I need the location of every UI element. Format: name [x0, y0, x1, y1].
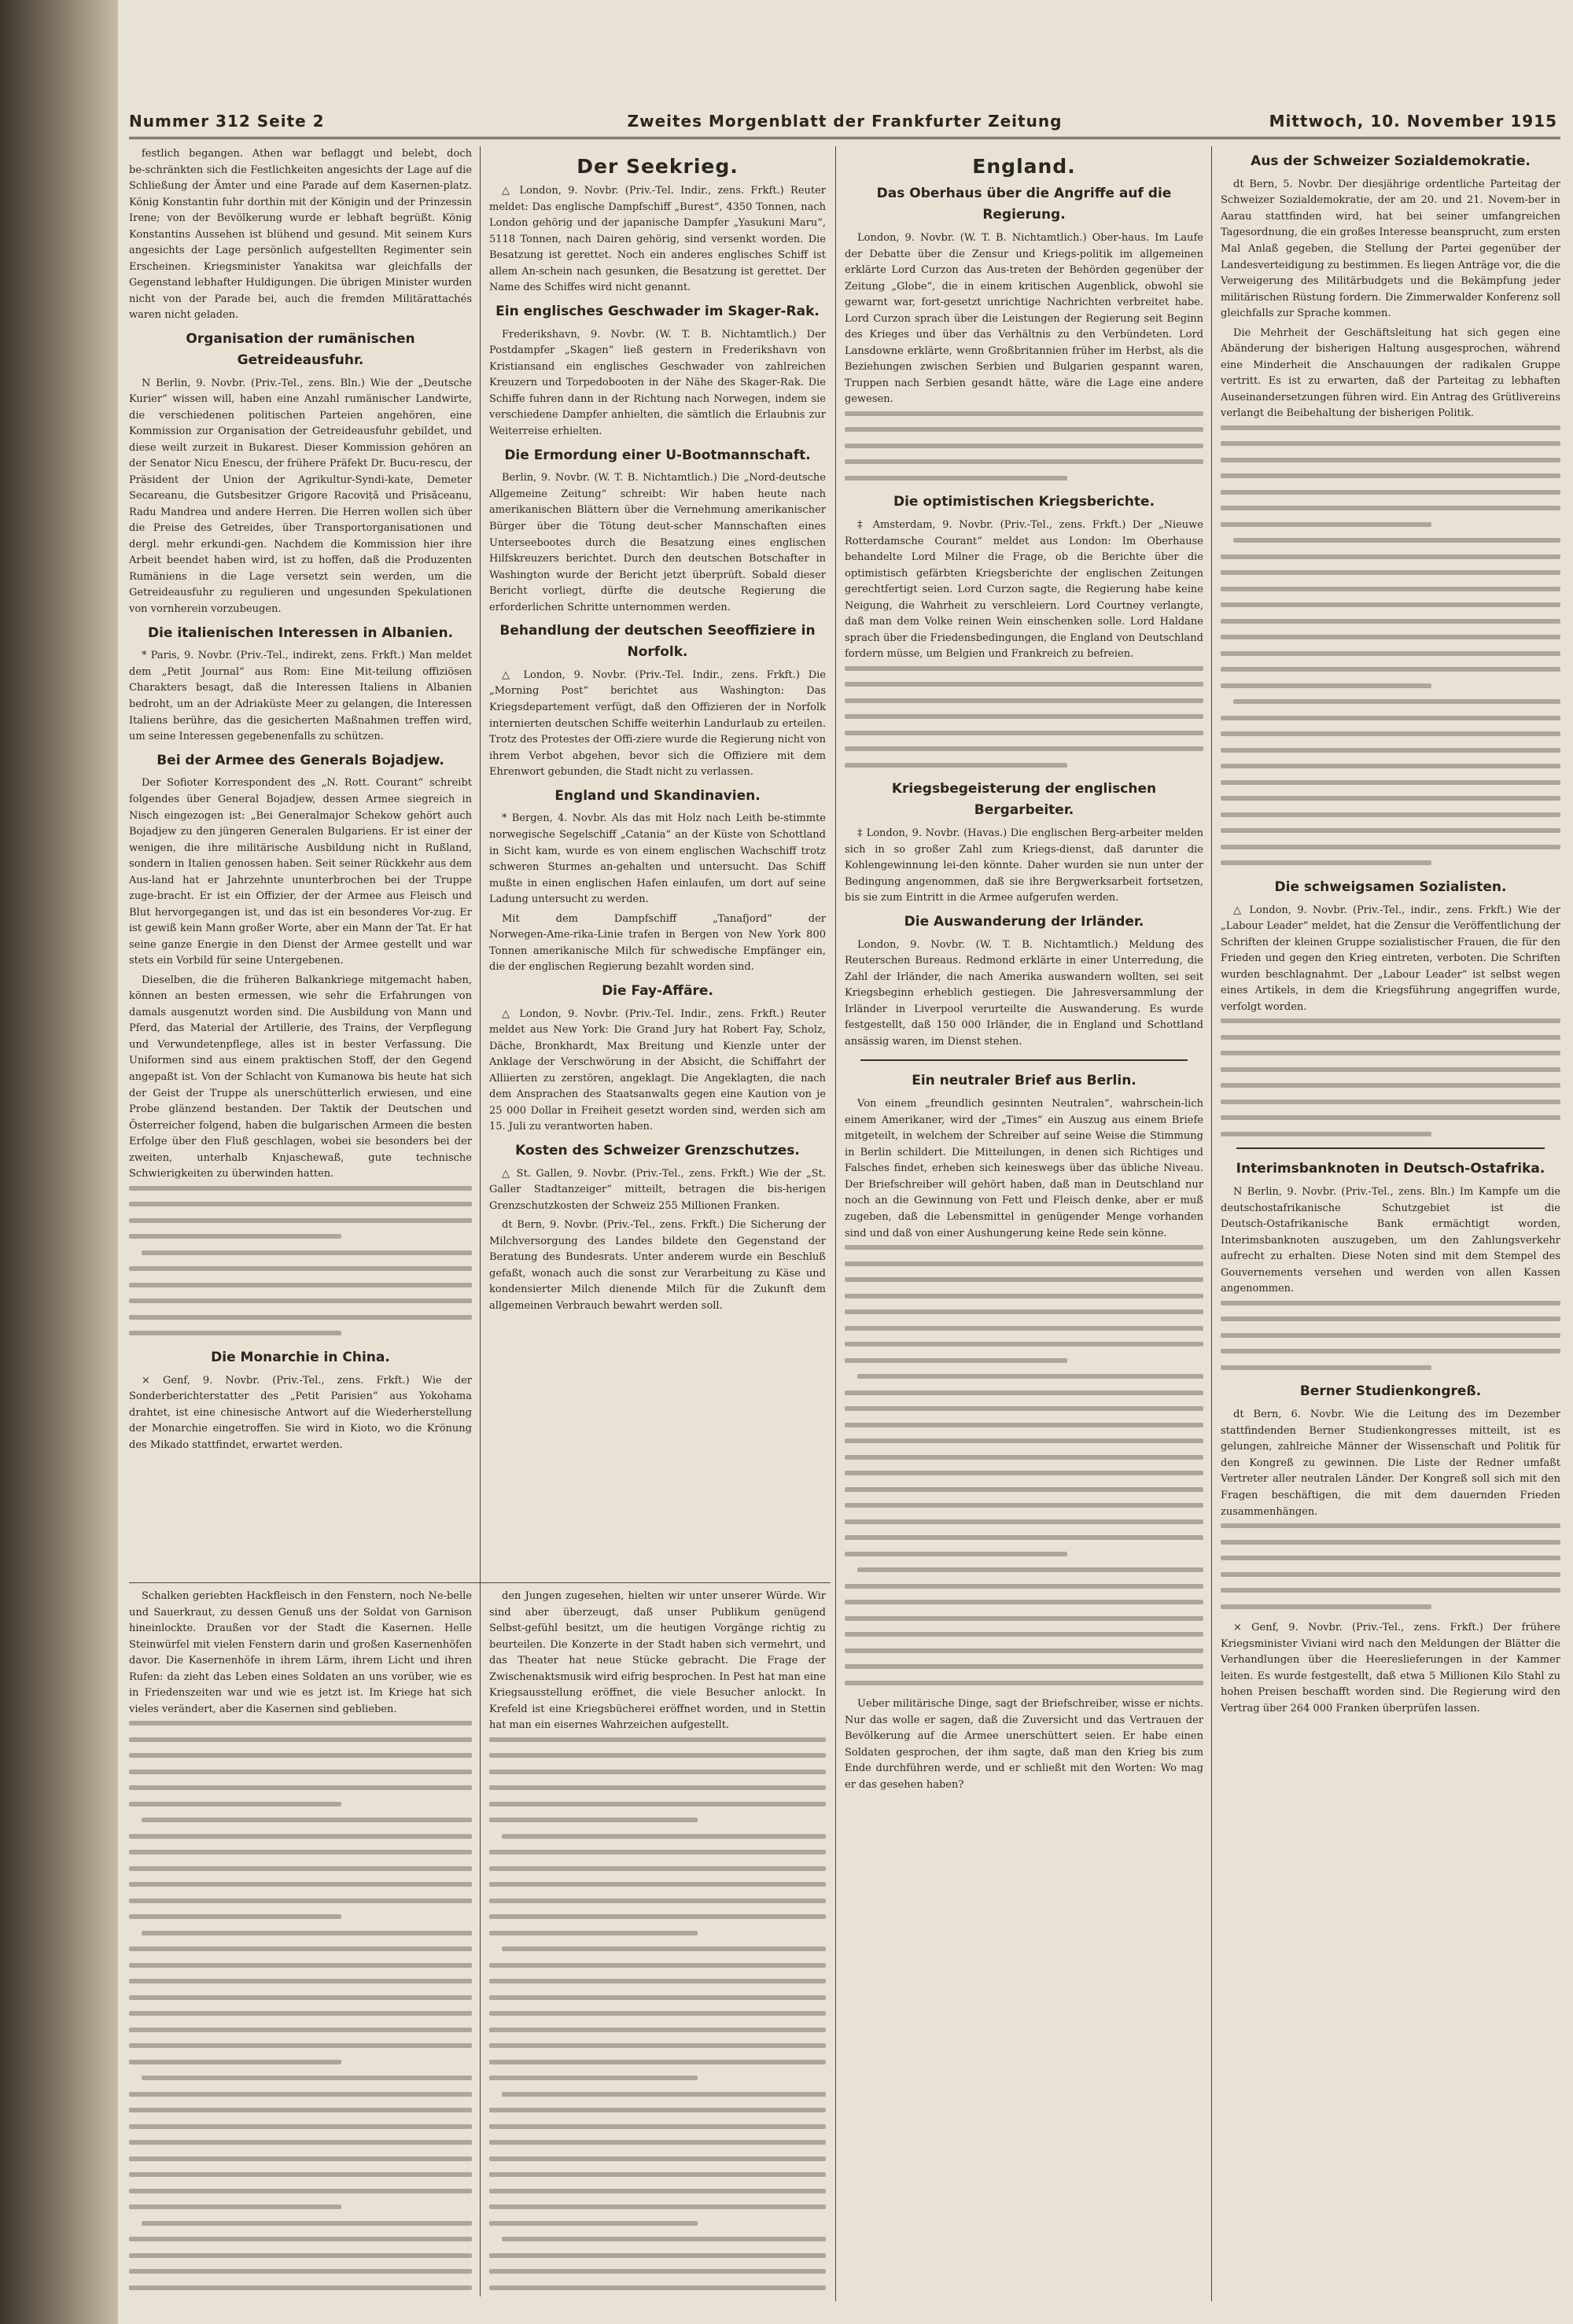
headline-schweizer-sozialdemokratie: Aus der Schweizer Sozialdemokratie.	[1251, 153, 1531, 169]
article-text: dt Bern, 5. Novbr. Der diesjährige ordentliche Parteitag der Schweizer Sozialdemokratie, der am 20. und 21. Novem‑ber in Aarau stattfinden wird, hat bei seiner umfangreichen Tagesordnung, die ein großes Interesse beansprucht, zum ersten Mal Anlaß gegeben, die Stellung der Partei gegenüber der Landesverteidigung zu bestimmen. Es liegen Anträge vor, die die Verweigerung des Militärbudgets und die Bekämpfung jeder militärischen Rüstung fordern. Die Zimmerwalder Konferenz soll gleichfalls zur Sprache kommen.	[1221, 178, 1560, 320]
illegible-text-block	[1221, 425, 1560, 866]
column-2	[489, 146, 826, 1578]
article-text: Ueber militärische Dinge, sagt der Briefschreiber, wisse er nichts. Nur das wolle er sagen, daß die Zuversicht und das Vertrauen der Bevölkerung auf die Armee unerschüttert seien. Er habe einen Soldaten gesprochen, der ihm sagte, daß man den Krieg bis zum Ende durchführen werde, und er schließt mit den Worten: Wo mag er das gesehen haben?	[845, 1698, 1203, 1791]
article-text: London, 9. Novbr. (W. T. B. Nichtamtlich.) Ober‑haus. Im Laufe der Debatte über die Zensur und Kriegs‑politik im allgemeinen erklärte Lord Curzon das Aus‑treten der Behörden gegenüber der Zeitung „Globe“, die in einem kritischen Augenblick, obwohl sie gewarnt war, fort‑gesetzt unrichtige Nachrichten verbreitet habe. Lord Curzon sprach über die Leistungen der Regierung seit Beginn des Krieges und über das Verhältnis zu den Verbündeten. Lord Lansdowne erklärte, wenn Großbritannien früher im Herbst, als die Beziehungen zwischen Serbien und Bulgarien gespannt waren, Truppen nach Serbien gesandt hätte, wäre die Lage eine andere gewesen.	[845, 231, 1203, 406]
headline-fay-affaere: Die Fay‑Affäre.	[602, 982, 713, 999]
headline-seekrieg: Der Seekrieg.	[577, 155, 739, 178]
headline-studienkongress: Berner Studienkongreß.	[1299, 1383, 1482, 1400]
masthead	[129, 109, 1560, 139]
article-text: ‡ London, 9. Novbr. (Havas.) Die englischen Berg‑arbeiter melden sich in so großer Zahl zum Kriegs‑dienst, daß darunter die Kohlengewinnung lei‑den könnte. Daher wurden sie nun unter der Bedingung angenommen, daß sie ihre Bergwerksarbeit fortsetzen, bis sie zum Eintritt in die Armee aufgerufen werden.	[845, 827, 1203, 904]
headline-kriegsberichte: Die optimistischen Kriegsberichte.	[893, 494, 1155, 510]
article-text: △ London, 9. Novbr. (Priv.‑Tel., indir., zens. Frkft.) Wie der „Labour Leader“ meldet, hat die Zensur die Veröffentlichung der Schriften der kleinen Gruppe sozialistischer Frauen, die für den Frieden und gegen den Krieg eintreten, verboten. Die Schriften wurden beschlagnahmt. Der „Labour Leader“ ist selbst wegen eines Artikels, in dem die Kriegsführung angegriffen wurde, verfolgt worden.	[1221, 904, 1560, 1013]
illegible-text-block	[845, 411, 1203, 481]
headline-italian-interests: Die italienischen Interessen in Albanien.	[147, 624, 454, 641]
headline-auswanderung: Die Auswanderung der Irländer.	[904, 913, 1144, 930]
article-text: Die Mehrheit der Geschäftsleitung hat sich gegen eine Abänderung der bisherigen Haltung ausgesprochen, während eine Minderheit die Anschauungen der radikalen Gruppe vertritt. Es ist zu erwarten, daß der Parteitag zu lebhaften Auseinandersetzungen führen wird. Ein Antrag des Grütlivereins verlangt die Beibehaltung der bisherigen Politik.	[1221, 326, 1560, 420]
feuilleton-column-rule	[480, 1589, 481, 2296]
headline-norfolk: Behandlung der deutschen Seeoffiziere in Norfolk.	[499, 623, 816, 661]
issue-date: Mittwoch, 10. November 1915	[1269, 112, 1557, 131]
column-rule-1	[480, 146, 481, 1625]
article-text: London, 9. Novbr. (W. T. B. Nichtamtlich.) Meldung des Reuterschen Bureaus. Redmond erklärte in einer Unterredung, die Zahl der Irländer, die nach Amerika auswandern wollten, sei seit Kriegsbeginn erheblich gestiegen. Die Jahresversammlung der Irländer in Liverpool verurteilte die Auswanderung. Es wurde festgestellt, daß 150 000 Irländer, die in England und Schottland ansässig waren, im Dienst stehen.	[845, 938, 1203, 1048]
illegible-text-block	[1221, 1523, 1560, 1609]
article-text: * Paris, 9. Novbr. (Priv.‑Tel., indirekt, zens. Frkft.) Man meldet dem „Petit Journal“ aus Rom: Eine Mit‑teilung offiziösen Charakters besagt, daß die Interessen Italiens in Albanien bedroht, um an der Adriaküste Meer zu gelangen, die Interessen Italiens berühre, das die gesicherten Maßnahmen treffen wird, um seine Interessen gegebenenfalls zu schützen.	[129, 650, 472, 743]
article-text: △ London, 9. Novbr. (Priv.‑Tel. Indir., zens. Frkft.) Reuter meldet aus New York: Die Grand Jury hat Robert Fay, Scholz, Däche, Bronkhardt, Max Breitung und Kienzle unter der Anklage der Verschwörung in der Absicht, die Schiffahrt der Alliierten zu zerstören, angeklagt. Die Angeklagten, die nach dem Ansprachen des Staatsanwalts gegen eine Kaution von je 25 000 Dollar in Freiheit gesetzt worden sind, werden sich am 15. Juli zu verantworten haben.	[489, 1007, 826, 1133]
section-rule	[860, 1059, 1188, 1061]
headline-interimsbanknoten: Interimsbanknoten in Deutsch‑Ostafrika.	[1236, 1161, 1545, 1177]
illegible-text-block	[1221, 1301, 1560, 1370]
column-4	[1221, 146, 1560, 2301]
article-text: Von einem „freundlich gesinnten Neutralen“, wahrschein‑lich einem Amerikaner, wird der „Times“ ein Auszug aus einem Briefe mitgeteilt, in welchem der Schreiber auf seine Weise die Stimmung in Berlin schildert. Die Mitteilungen, in denen sich Richtiges und Falsches findet, erheben sich keineswegs über das übliche Niveau. Der Briefschreiber will gehört haben, daß man in Deutschland nur noch an die Gewinnung von Fett und Fleisch denke, aber er muß zugeben, daß die Lebensmittel in genügender Menge vorhanden sind und daß von einer Aushungerung keine Rede sein könne.	[845, 1098, 1203, 1239]
headline-skandinavien: England und Skandinavien.	[554, 787, 761, 804]
article-text: × Genf, 9. Novbr. (Priv.‑Tel., zens. Frkft.) Der frühere Kriegsminister Viviani wird nach den Meldungen der Blätter die Verhandlungen über die Heereslieferungen in der Kammer leiten. Es wurde festgestellt, daß etwa 5 Millionen Kilo Stahl zu hohen Preisen beschafft worden sind. Die Regierung wird den Vertrag über 264 000 Franken überprüfen lassen.	[1221, 1622, 1560, 1714]
article-text: △ London, 9. Novbr. (Priv.‑Tel. Indir., zens. Frkft.) Die „Morning Post“ berichtet aus Washington: Das Kriegsdepartement verfügt, daß den Offizieren der in Norfolk internierten deutschen Schiffe weiterhin Landurlaub zu erteilen. Trotz des Protestes der Offi‑ziere wurde die Regierung nicht von ihrem Verbot abgehen, bevor sich die Offiziere mit dem Ehrenwort gebunden, die Stadt nicht zu verlassen.	[489, 668, 826, 779]
illegible-text-block	[129, 1721, 472, 2296]
column-3	[845, 146, 1203, 2301]
book-spine	[0, 0, 118, 2324]
illegible-text-block	[1221, 1018, 1560, 1136]
article-text: festlich begangen. Athen war beflaggt und belebt, doch be‑schränkten sich die Festlichkeiten angesichts der Lage auf die Schließung der Ämter und eine Parade auf dem Kasernen‑platz. König Konstantin fuhr dorthin mit der Königin und der Prinzessin Irene; von der Bevölkerung wurde er lebhaft begrüßt. König Konstantins Aussehen ist blühend und gesund. Mit seinem Kurs angesichts der Lage persönlich aufgestellten Regimenter sein Erscheinen. Kriegsminister Yanakitsa war gleichfalls der Gegenstand lebhafter Huldigungen. Die übrigen Minister wurden nicht von der Parade bei, auch die fremden Militärattachés waren nicht geladen.	[129, 148, 472, 322]
paper-title: Zweites Morgenblatt der Frankfurter Zeitung	[627, 112, 1063, 131]
article-text: dt Bern, 9. Novbr. (Priv.‑Tel., zens. Frkft.) Die Sicherung der Milchversorgung des Landes bildete den Gegenstand der Beratung des Bundesrats. Unter anderem wurde ein Beschluß gefaßt, wonach auch die sonst zur Verarbeitung zu Käse und kondensierter Milch dienende Milch für die Zukunft dem allgemeinen Verbrauch bewahrt werden soll.	[489, 1219, 826, 1313]
feuilleton-text: den Jungen zugesehen, hielten wir unter unserer Würde. Wir sind aber überzeugt, daß unser Publikum genügend Selbst‑gefühl besitzt, um die heutigen Vorgänge richtig zu beurteilen. Die Konzerte in der Stadt haben sich vermehrt, und das Theater hat neue Stücke gebracht. Die Frage der Zwischenaktsmusik wird eifrig besprochen. In Pest hat man eine Kriegsausstellung eröffnet, die viele Besucher anlockt. In Krefeld ist eine Kriegsbücherei eröffnet worden, und in Stettin hat man ein eisernes Wahrzeichen aufgestellt.	[489, 1590, 826, 1732]
headline-monarchy-china: Die Monarchie in China.	[211, 1349, 390, 1365]
article-text: Frederikshavn, 9. Novbr. (W. T. B. Nichtamtlich.) Der Postdampfer „Skagen“ ließ gestern in Frederikshavn von Kristiansand ein englisches Geschwader von zahlreichen Kreuzern und Torpedobooten in der Nähe des Skager‑Rak. Die Schiffe fuhren dann in der Richtung nach Norwegen, indem sie verschiedene Dampfer anhielten, die sämtlich die Erlaubnis zur Weiterreise erhielten.	[489, 328, 826, 438]
headline-general-bojadjew: Bei der Armee des Generals Bojadjew.	[157, 752, 444, 768]
article-text: ‡ Amsterdam, 9. Novbr. (Priv.‑Tel., zens. Frkft.) Der „Nieuwe Rotterdamsche Courant“ meldet aus London: Im Oberhause behandelte Lord Milner die Frage, ob die Berichte über die optimistisch gefärbten Kriegsberichte der englischen Zeitungen gerechtfertigt seien. Lord Curzon sagte, die Regierung habe keine Neigung, die Wahrheit zu verschleiern. Lord Courtney verlangte, daß man dem Volke reinen Wein einschenken solle. Lord Haldane sprach über die Friedensbedingungen, die England von Deutschland fordern müsse, um Belgien und Frankreich zu befreien.	[845, 519, 1203, 661]
article-text: N Berlin, 9. Novbr. (Priv.‑Tel., zens. Bln.) Im Kampfe um die deutschostafrikanische Schutzgebiet ist die Deutsch‑Ostafrikanische Bank ermächtigt worden, Interimsbanknoten auszugeben, um den Zahlungsverkehr aufrecht zu erhalten. Diese Noten sind mit dem Stempel des Gouvernements versehen und werden von allen Kassen angenommen.	[1221, 1186, 1560, 1295]
column-rule-2	[835, 146, 836, 2301]
article-text: N Berlin, 9. Novbr. (Priv.‑Tel., zens. Bln.) Wie der „Deutsche Kurier“ wissen will, haben eine Anzahl rumänischer Landwirte, die verschiedenen politischen Parteien angehören, eine Kommission zur Organisation der Getreideausfuhr gebildet, und diese weilt zurzeit in Bukarest. Dieser Kommission gehören an der Senator Nicu Enescu, der frühere Präfekt Dr. Bucu‑rescu, der Präsident der Union der Agrikultur‑Syndi‑kate, Demeter Secareanu, die Gutsbesitzer Grigore Racoviță und Prisăceanu, Radu Mandrea und andere Herren. Die Herren wollen sich über die Preise des Getreides, über Transportorganisationen und dergl. mehr erkundi‑gen. Nachdem die Kommission hier ihre Arbeit beendet haben wird, ist zu hoffen, daß die Produzenten Rumäniens in die Lage versetzt sein werden, um die Getreideausfuhr zu regulieren und ungesunden Spekulationen von vornherein vorzubeugen.	[129, 377, 472, 615]
headline-neutraler-brief: Ein neutraler Brief aus Berlin.	[912, 1073, 1136, 1089]
feuilleton-right	[489, 1589, 826, 2296]
headline-grenzschutz: Kosten des Schweizer Grenzschutzes.	[515, 1142, 800, 1158]
column-rule-3	[1211, 146, 1212, 2301]
headline-schweigsame-sozialisten: Die schweigsamen Sozialisten.	[1274, 878, 1507, 895]
headline-bergarbeiter: Kriegsbegeisterung der englischen Bergarbeiter.	[891, 781, 1157, 819]
article-text: Der Sofioter Korrespondent des „N. Rott. Courant“ schreibt folgendes über General Bojadjew, dessen Armee siegreich in Nisch eingezogen ist: „Bei Generalmajor Schekow gehört auch Bojadjew zu den jüngeren Generalen Bulgariens. Er ist einer der wenigen, die ihre militärische Ausbildung nicht in Rußland, sondern in Italien genossen haben. Seit seiner Rückkehr aus dem Aus‑land hat er Jahrzehnte ununterbrochen bei der Truppe zuge‑bracht. Er ist ein Offizier, der der Armee aus Fleisch und Blut hervorgegangen ist, und das ist ein besonderes Vor‑zug. Er ist gewiß kein Mann großer Worte, aber ein Mann der Tat. Er hat seine ganze Energie in den Dienst der Armee gestellt und war stets ein Vorbild für seine Untergebenen.	[129, 777, 472, 967]
illegible-text-block	[845, 666, 1203, 768]
column-1	[129, 146, 472, 1578]
article-text: △ St. Gallen, 9. Novbr. (Priv.‑Tel., zens. Frkft.) Wie der „St. Galler Stadtanzeiger“ mitteilt, betragen die bis‑herigen Grenzschutzkosten der Schweiz 255 Millionen Franken.	[489, 1167, 826, 1212]
headline-oberhaus: Das Oberhaus über die Angriffe auf die Regierung.	[876, 186, 1172, 223]
headline-england: England.	[972, 155, 1076, 178]
article-text: Mit dem Dampfschiff „Tanafjord“ der Norwegen‑Ame‑rika‑Linie trafen in Bergen von New York 800 Tonnen amerikanische Milch für schwedische Empfänger ein, die der englischen Regierung bezahlt worden sind.	[489, 912, 826, 974]
feuilleton-left	[129, 1589, 472, 2296]
article-text: Berlin, 9. Novbr. (W. T. B. Nichtamtlich.) Die „Nord‑deutsche Allgemeine Zeitung“ schreibt: Wir haben heute nach amerikanischen Blättern über die Vernehmung amerikanischer Bürger über die Tötung deut‑scher Mannschaften eines Unterseebootes durch die Besatzung eines englischen Hilfskreuzers berichtet. Durch den deutschen Botschafter in Washington wurde der Bericht jetzt überprüft. Sobald dieser Bericht vorliegt, dürfte die deutsche Regierung die erforderlichen Schritte unternommen werden.	[489, 472, 826, 613]
article-text: dt Bern, 6. Novbr. Wie die Leitung des im Dezember stattfindenden Berner Studienkongresses mitteilt, ist es gelungen, zahlreiche Männer der Wissenschaft und Politik für den Kongreß zu gewinnen. Die Liste der Redner umfaßt Vertreter aller neutralen Länder. Der Kongreß soll sich mit den Fragen beschäftigen, die mit dem dauernden Frieden zusammenhängen.	[1221, 1409, 1560, 1518]
headline-u-boot: Die Ermordung einer U‑Bootmannschaft.	[504, 447, 811, 463]
page-number: Nummer 312 Seite 2	[129, 112, 325, 131]
section-rule	[1236, 1147, 1545, 1149]
headline-skager-rak: Ein englisches Geschwader im Skager‑Rak.	[495, 303, 820, 319]
illegible-text-block	[845, 1245, 1203, 1685]
article-text: * Bergen, 4. Novbr. Als das mit Holz nach Leith be‑stimmte norwegische Segelschiff „Catania“ an der Küste von Schottland in Sicht kam, wurde es von einem englischen Wachschiff trotz schweren Sturmes an‑gehalten und untersucht. Das Schiff mußte in einen englischen Hafen einlaufen, um dort auf seine Ladung untersucht zu werden.	[489, 812, 826, 906]
illegible-text-block	[489, 1737, 826, 2296]
feuilleton-rule	[129, 1582, 831, 1583]
article-text: × Genf, 9. Novbr. (Priv.‑Tel., zens. Frkft.) Wie der Sonderberichterstatter des „Petit Parisien“ aus Yokohama drahtet, ist eine chinesische Antwort auf die Wiederherstellung der Monarchie eingetroffen. Sie wird in Kioto, wo die Krönung des Mikado stattfindet, erwartet werden.	[129, 1374, 472, 1451]
feuilleton-text: Schalken geriebten Hackfleisch in den Fenstern, noch Ne‑belle und Sauerkraut, zu dessen Genuß uns der Soldat von Garnison hineinlockte. Draußen vor der Stadt die Kasernen. Helle Steinwürfel mit vielen Fenstern darin und großen Kasernenhöfen davor. Die Kasernenhöfe in ihrem Lärm, ihrem Licht und ihren Rufen: da zieht das Leben eines Soldaten an uns vorüber, wie es in Friedenszeiten war und wie es jetzt ist. Im Kriege hat sich vieles verändert, aber die Kasernen sind geblieben.	[129, 1590, 472, 1715]
article-text: Dieselben, die die früheren Balkankriege mitgemacht haben, können an besten ermessen, wie sehr die Erfahrungen von damals ausgenutzt worden sind. Die Ausbildung von Mann und Pferd, das Material der Artillerie, des Trains, der Verpflegung und Verwundetenpflege, alles ist in bester Verfassung. Die Uniformen sind aus einem praktischen Stoff, der den Gegend angepaßt ist. Von der Schlacht von Kumanowa bis heute hat sich der Geist der Truppe als unerschütterlich erwiesen, und eine Probe glänzend bestanden. Der Taktik der Deutschen und Österreicher folgend, haben die bulgarischen Armeen die besten Erfolge über den Fluß geschlagen, wobei sie besonders bei der zweiten, unterhalb Knjaschewaß, gute technische Schwierigkeiten zu überwinden hatten.	[129, 974, 472, 1180]
headline-rumanian-grain: Organisation der rumänischen Getreideausfuhr.	[186, 330, 415, 368]
article-text: △ London, 9. Novbr. (Priv.‑Tel. Indir., zens. Frkft.) Reuter meldet: Das englische Dampfschiff „Burest“, 4350 Tonnen, nach London gehörig und der japanische Dampfer „Yasukuni Maru“, 5118 Tonnen, nach Dairen gehörig, sind versenkt worden. Die Besatzung ist gerettet. Noch ein anderes englisches Schiff ist allem An‑schein nach gesunken, die Besatzung ist gerettet. Der Name des Schiffes wird nicht genannt.	[489, 185, 826, 294]
illegible-text-block	[129, 1186, 472, 1336]
newspaper-page	[118, 0, 1573, 2324]
